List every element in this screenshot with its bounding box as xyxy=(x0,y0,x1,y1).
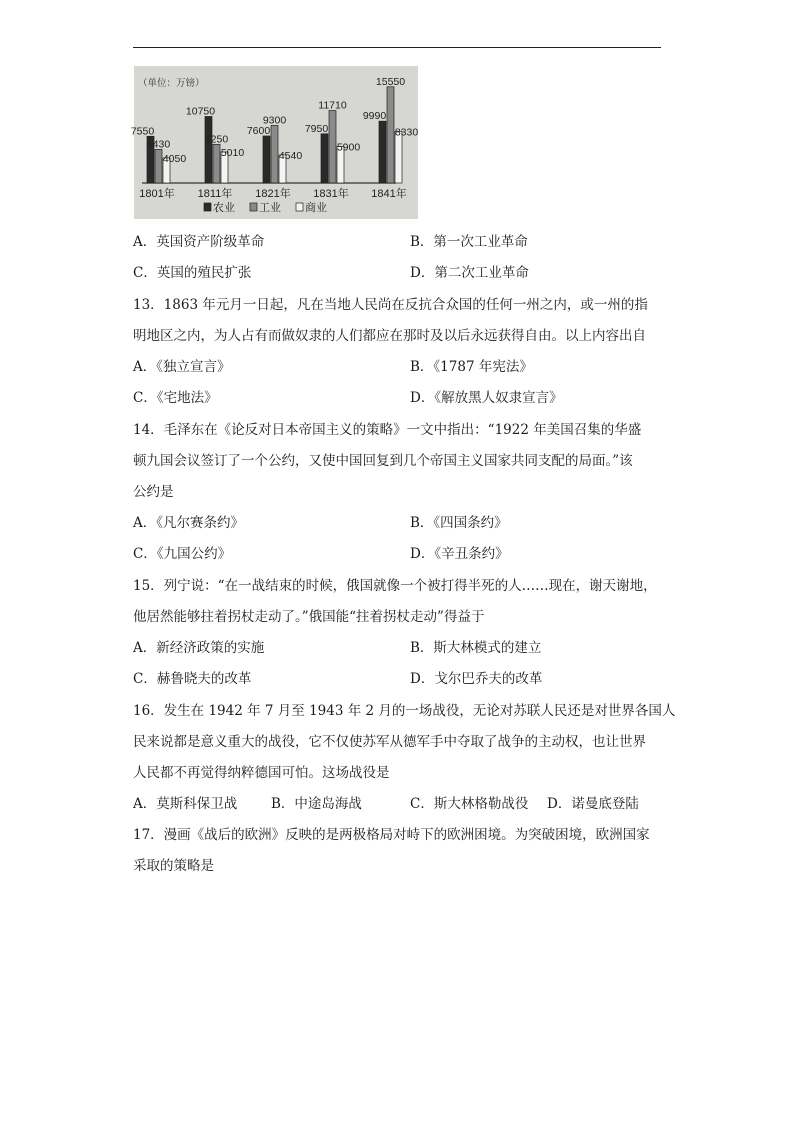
q13-option-d[interactable]: D．《解放黑人奴隶宣言》 xyxy=(410,390,563,406)
q15-stem-line1: 15．列宁说：“在一战结束的时候，俄国就像一个被打得半死的人……现在，谢天谢地， xyxy=(133,578,657,594)
data-label: 5010 xyxy=(220,147,245,160)
q15-option-d[interactable]: D．戈尔巴乔夫的改革 xyxy=(410,671,543,687)
q14-stem-line1: 14．毛泽东在《论反对日本帝国主义的策略》一文中指出：“1922 年美国召集的华盛 xyxy=(133,422,642,438)
legend-label: 工业 xyxy=(259,202,281,214)
q15-option-c[interactable]: C．赫鲁晓夫的改革 xyxy=(133,671,252,687)
legend-swatch xyxy=(296,203,303,211)
data-label: 9990 xyxy=(362,110,387,123)
q13-option-a[interactable]: A．《独立宣言》 xyxy=(133,359,231,375)
q13-stem-line2: 明地区之内，为人占有而做奴隶的人们都应在那时及以后永远获得自由。以上内容出自 xyxy=(133,328,646,344)
bar xyxy=(263,136,270,183)
tick-label: 1841年 xyxy=(371,188,407,200)
legend-label: 商业 xyxy=(305,202,327,214)
q15-option-a[interactable]: A．新经济政策的实施 xyxy=(133,640,265,656)
legend-swatch xyxy=(204,203,211,211)
q12-option-c[interactable]: C．英国的殖民扩张 xyxy=(133,265,252,281)
q15-stem-line2: 他居然能够拄着拐杖走动了。”俄国能“拄着拐杖走动”得益于 xyxy=(133,609,485,625)
q17-stem-line2: 采取的策略是 xyxy=(133,858,214,874)
q13-option-c[interactable]: C．《宅地法》 xyxy=(133,390,218,406)
q16-stem-line3: 人民都不再觉得纳粹德国可怕。这场战役是 xyxy=(133,765,390,781)
q14-option-b[interactable]: B．《四国条约》 xyxy=(410,515,508,531)
q16-option-c[interactable]: C．斯大林格勒战役 xyxy=(410,796,529,812)
q16-option-b[interactable]: B．中途岛海战 xyxy=(271,796,362,812)
data-label: 4050 xyxy=(162,152,187,165)
data-label: 15550 xyxy=(375,75,406,88)
bar xyxy=(213,144,220,183)
data-label: 9300 xyxy=(262,114,287,127)
q13-option-b[interactable]: B．《1787 年宪法》 xyxy=(410,359,533,375)
q13-stem-line1: 13．1863 年元月一日起，凡在当地人民尚在反抗合众国的任何一州之内，或一州的指 xyxy=(133,297,648,313)
q14-stem-line3: 公约是 xyxy=(133,484,174,500)
bar xyxy=(395,131,402,183)
q16-option-d[interactable]: D．诺曼底登陆 xyxy=(547,796,639,812)
bar xyxy=(387,87,394,183)
bar xyxy=(379,121,386,183)
data-label: 11710 xyxy=(318,99,347,112)
q16-stem-line1: 16．发生在 1942 年 7 月至 1943 年 2 月的一场战役，无论对苏联人民还是对世界各国人 xyxy=(133,703,676,719)
data-label: 7600 xyxy=(246,124,271,137)
bar xyxy=(321,134,328,183)
data-label: 8330 xyxy=(394,126,419,139)
q16-stem-line2: 民来说都是意义重大的战役，它不仅使苏军从德军手中夺取了战争的主动权，也让世界 xyxy=(133,734,646,750)
q16-option-a[interactable]: A．莫斯科保卫战 xyxy=(133,796,238,812)
q12-option-b[interactable]: B．第一次工业革命 xyxy=(410,234,528,250)
legend-swatch xyxy=(250,203,257,211)
q14-stem-line2: 顿九国会议签订了一个公约，又使中国回复到几个帝国主义国家共同支配的局面。”该 xyxy=(133,453,633,469)
data-label: 10750 xyxy=(185,105,216,118)
header-rule xyxy=(133,47,661,48)
data-label: 6250 xyxy=(204,133,229,146)
unit-label: （单位：万镑） xyxy=(138,78,205,89)
bar-chart-svg xyxy=(130,66,419,219)
data-label: 4540 xyxy=(278,149,303,162)
data-label: 7550 xyxy=(130,125,155,138)
tick-label: 1821年 xyxy=(255,188,291,200)
tick-label: 1811年 xyxy=(197,188,233,200)
q17-stem-line1: 17．漫画《战后的欧洲》反映的是两极格局对峙下的欧洲困境。为突破困境，欧洲国家 xyxy=(133,827,650,843)
legend-label: 农业 xyxy=(213,202,235,214)
q14-option-c[interactable]: C．《九国公约》 xyxy=(133,546,232,562)
q12-option-a[interactable]: A．英国资产阶级革命 xyxy=(133,234,265,250)
bar xyxy=(271,125,278,183)
q15-option-b[interactable]: B．斯大林模式的建立 xyxy=(410,640,542,656)
bar-chart xyxy=(130,66,419,219)
q14-option-a[interactable]: A．《凡尔赛条约》 xyxy=(133,515,244,531)
bar xyxy=(155,149,162,183)
bar xyxy=(329,111,336,183)
data-label: 5430 xyxy=(146,138,171,151)
bar xyxy=(205,116,212,183)
q14-option-d[interactable]: D．《辛丑条约》 xyxy=(410,546,509,562)
q12-option-d[interactable]: D．第二次工业革命 xyxy=(410,265,529,281)
tick-label: 1801年 xyxy=(139,188,175,200)
data-label: 5900 xyxy=(336,141,361,154)
data-label: 7950 xyxy=(304,122,329,135)
tick-label: 1831年 xyxy=(313,188,349,200)
